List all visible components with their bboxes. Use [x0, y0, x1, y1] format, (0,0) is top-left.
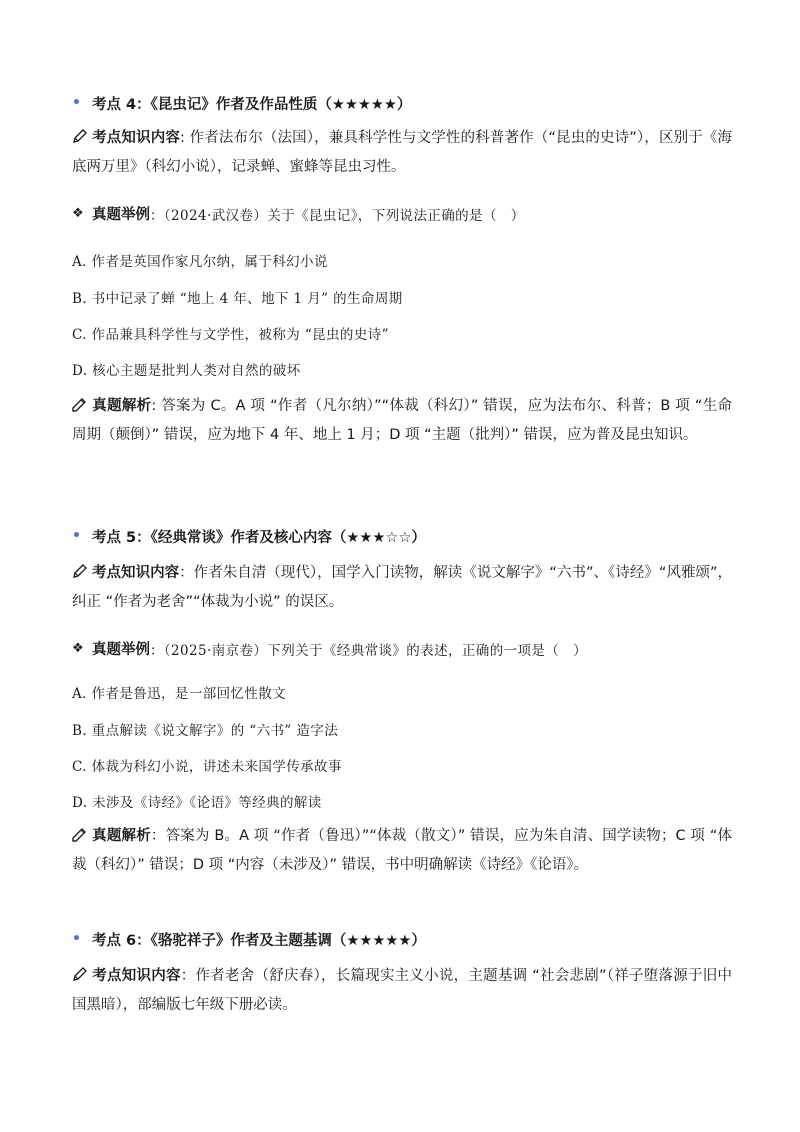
pencil-icon: [72, 965, 92, 992]
diamond-icon: ❖: [72, 641, 84, 656]
knowledge-block: [72, 560, 732, 616]
example-label: 真题举例: [92, 207, 150, 223]
example-block: [72, 638, 732, 659]
heading-text: 考点 6：《骆驼祥子》作者及主题基调（★★★★★）: [92, 932, 426, 949]
analysis-label: 真题解析: [92, 398, 152, 414]
section-5: [72, 525, 732, 547]
example-line: [72, 638, 732, 659]
analysis-label: 真题解析: [92, 828, 151, 844]
knowledge-label: 考点知识内容: [92, 130, 180, 146]
knowledge-text: : 作者法布尔（法国），兼具科学性与文学性的科普著作（“昆虫的史诗”），区别于《海底两万里》（科幻小说），记录蝉、蜜蜂等昆虫习性。: [72, 130, 733, 175]
pencil-icon: [72, 395, 92, 422]
section-heading: [72, 92, 732, 114]
knowledge-paragraph: [72, 125, 732, 181]
section-6: [72, 928, 732, 950]
option-c: C. 作品兼具科学性与文学性，被称为 “昆虫的史诗”: [72, 327, 389, 343]
pencil-icon: [72, 127, 92, 154]
knowledge-text: ：作者老舍（舒庆春），长篇现实主义小说，主题基调 “社会悲剧”（祥子堕落源于旧中国黑暗），部编版七年级下册必读。: [72, 968, 732, 1013]
section-4: [72, 92, 732, 114]
knowledge-label: 考点知识内容: [92, 565, 180, 581]
option-b: B. 书中记录了蝉 “地上 4 年、地下 1 月” 的生命周期: [72, 291, 403, 307]
option-b: B. 重点解读《说文解字》的 “六书” 造字法: [72, 723, 339, 739]
bullet-icon: •: [72, 528, 81, 544]
analysis-text: : 答案为 C。A 项 “作者（凡尔纳）”“体裁（科幻）” 错误，应为法布尔、科普；B 项 “生命周期（颠倒）” 错误，应为地下 4 年、地上 1 月；D 项 “主题（批判）” 错误，应为普及昆虫知识。: [72, 398, 733, 443]
bullet-icon: •: [72, 931, 81, 947]
analysis-paragraph: [72, 393, 732, 449]
example-line: [72, 203, 732, 224]
pencil-icon: [72, 825, 92, 852]
example-label: 真题举例: [92, 642, 150, 658]
option-a: A. 作者是鲁迅，是一部回忆性散文: [72, 686, 287, 702]
analysis-block: [72, 823, 732, 879]
knowledge-paragraph: [72, 963, 732, 1019]
heading-text: 考点 5：《经典常谈》作者及核心内容（★★★☆☆）: [92, 529, 426, 546]
option-d: D. 未涉及《诗经》《论语》等经典的解读: [72, 795, 322, 811]
knowledge-label: 考点知识内容: [92, 968, 181, 984]
knowledge-paragraph: [72, 560, 732, 616]
knowledge-block: [72, 963, 732, 1019]
option-c: C. 体裁为科幻小说，讲述未来国学传承故事: [72, 759, 342, 775]
analysis-block: [72, 393, 732, 449]
knowledge-text: ：作者朱自清（现代），国学入门读物，解读《说文解字》“六书”、《诗经》“风雅颂”，纠正 “作者为老舍”“体裁为小说” 的误区。: [72, 565, 733, 610]
knowledge-block: [72, 125, 732, 181]
example-text: ：（2025·南京卷）下列关于《经典常谈》的表述，正确的一项是（ ）: [150, 642, 587, 659]
section-heading: [72, 928, 732, 950]
diamond-icon: ❖: [72, 206, 84, 221]
option-a: A. 作者是英国作家凡尔纳，属于科幻小说: [72, 254, 328, 270]
analysis-text: ：答案为 B。A 项 “作者（鲁迅）”“体裁（散文）” 错误，应为朱自清、国学读物；C 项 “体裁（科幻）” 错误；D 项 “内容（未涉及）” 错误，书中明确解读《诗经》《论语》。: [72, 828, 733, 873]
heading-text: 考点 4：《昆虫记》作者及作品性质（★★★★★）: [92, 96, 412, 113]
pencil-icon: [72, 562, 92, 589]
bullet-icon: •: [72, 95, 81, 111]
option-d: D. 核心主题是批判人类对自然的破坏: [72, 363, 301, 379]
analysis-paragraph: [72, 823, 732, 879]
section-heading: [72, 525, 732, 547]
example-block: [72, 203, 732, 224]
example-text: ：（2024·武汉卷）关于《昆虫记》，下列说法正确的是（ ）: [150, 207, 525, 224]
